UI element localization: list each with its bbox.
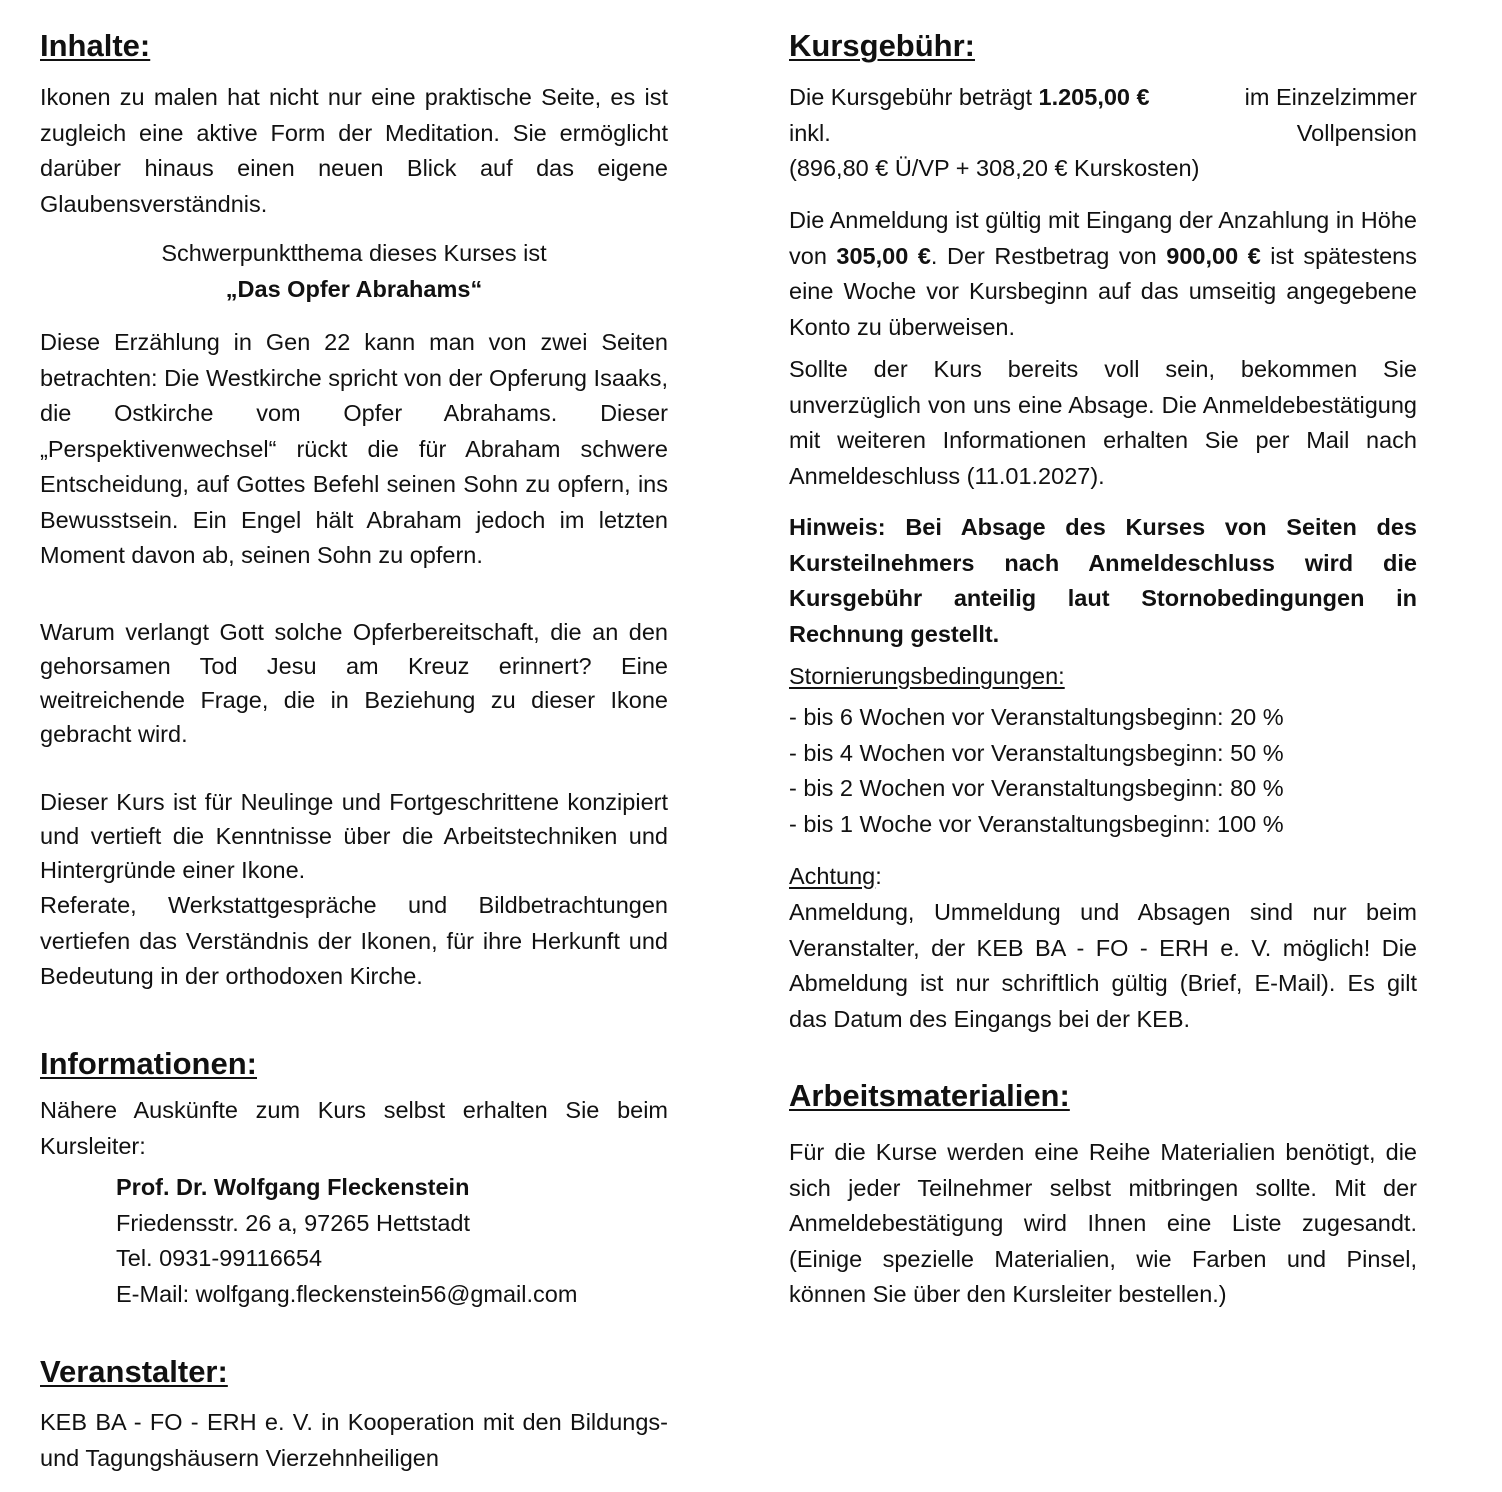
question-paragraph: Warum verlangt Gott solche Opferbereitschaft, die an den gehorsamen Tod Jesu am Kreuz erinnert? Eine weitreichende Frage, die in Beziehung zu dieser Ikone gebracht wird. [40, 619, 668, 747]
heading-informationen: Informationen: [40, 1046, 257, 1081]
storno-item: - bis 6 Wochen vor Veranstaltungsbeginn: 20 % [789, 704, 1284, 730]
materials-text: Für die Kurse werden eine Reihe Materialien benötigt, die sich jeder Teilnehmer selbst mitbringen sollte. Mit der Anmeldebestätigung wird Ihnen eine Liste zugesandt. (Einige spezielle Materialien, wie Farben und Pinsel, können Sie über den Kursleiter bestellen.) [789, 1139, 1417, 1307]
fee-pre-text: Die Kursgebühr beträgt [789, 84, 1039, 110]
storno-item: - bis 4 Wochen vor Veranstaltungsbeginn: 50 % [789, 739, 1284, 766]
achtung-word: Achtung [789, 863, 876, 889]
storno-list [789, 700, 1284, 842]
audience-paragraph: Dieser Kurs ist für Neulinge und Fortgeschrittene konzipiert und vertieft die Kenntnisse über die Arbeitstechniken und Hintergründe einer Ikone. [40, 789, 668, 883]
contact-address: Friedensstr. 26 a, 97265 Hettstadt [116, 1210, 471, 1236]
reg-post: ist spätestens eine Woche vor Kursbeginn auf das umseitig angegebene Konto zu überweisen. [789, 242, 1417, 340]
cancellation-hint: Hinweis: Bei Absage des Kurses von Seiten des Kursteilnehmers nach Anmeldeschluss wird die Kursgebühr anteilig laut Stornobedingungen in Rechnung gestellt. [789, 514, 1417, 647]
achtung-text: Anmeldung, Ummeldung und Absagen sind nur beim Veranstalter, der KEB BA - FO - ERH e. V. möglich! Die Abmeldung ist nur schriftlich gültig (Brief, E-Mail). Es gilt das Datum des Eingangs bei der KEB. [789, 899, 1417, 1032]
rest-amount: 900,00 € [1166, 242, 1261, 269]
achtung-colon: : [875, 863, 882, 889]
story-paragraph: Diese Erzählung in Gen 22 kann man von zwei Seiten betrachten: Die Westkirche spricht von der Opferung Isaaks, die Ostkirche vom Opfer Abrahams. Dieser „Perspektivenwechsel“ rückt die für Abraham schwere Entscheidung, auf Gottes Befehl seinen Sohn zu opfern, ins Bewusstsein. Ein Engel hält Abraham jedoch im letzten Moment davon ab, seinen Sohn zu opfern. [40, 329, 668, 568]
fee-inkl: inkl. [789, 119, 831, 146]
heading-veranstalter: Veranstalter: [40, 1354, 228, 1389]
fee-breakdown: (896,80 € Ü/VP + 308,20 € Kurskosten) [789, 155, 1200, 181]
fee-block [789, 80, 1417, 187]
storno-label: Stornierungsbedingungen: [789, 663, 1065, 689]
heading-inhalte: Inhalte: [40, 28, 151, 63]
fee-line-1 [789, 80, 1417, 116]
theme-title: „Das Opfer Abrahams“ [225, 276, 483, 302]
full-notice: Sollte der Kurs bereits voll sein, bekommen Sie unverzüglich von uns eine Absage. Die Anmeldebestätigung mit weiteren Informationen erhalten Sie per Mail nach Anmeldeschluss (11.01.2027). [789, 356, 1417, 489]
storno-item: - bis 1 Woche vor Veranstaltungsbeginn: 100 % [789, 810, 1284, 837]
fee-amount: 1.205,00 € [1038, 84, 1150, 110]
contact-email: E-Mail: wolfgang.fleckenstein56@gmail.com [116, 1281, 578, 1307]
contact-phone: Tel. 0931-99116654 [116, 1245, 323, 1271]
storno-item: - bis 2 Wochen vor Veranstaltungsbeginn: 80 % [789, 775, 1284, 801]
heading-kursgebuehr: Kursgebühr: [789, 28, 975, 63]
fee-pre [789, 80, 1150, 116]
deposit-amount: 305,00 € [836, 242, 931, 269]
contact-name: Prof. Dr. Wolfgang Fleckenstein [116, 1174, 470, 1200]
heading-arbeitsmaterialien: Arbeitsmaterialien: [789, 1078, 1070, 1113]
reg-mid: . Der Restbetrag von [930, 242, 1167, 269]
registration-paragraph [789, 203, 1417, 345]
veranstalter-text: KEB BA - FO - ERH e. V. in Kooperation mit den Bildungs- und Tagungshäusern Vierzehnheiligen [40, 1409, 668, 1471]
inhalte-intro: Ikonen zu malen hat nicht nur eine praktische Seite, es ist zugleich eine aktive Form der Meditation. Sie ermöglicht darüber hinaus einen neuen Blick auf das eigene Glaubensverständnis. [40, 84, 668, 217]
theme-line: Schwerpunktthema dieses Kurses ist [161, 240, 547, 266]
reg-pre: Die Anmeldung ist gültig mit Eingang der Anzahlung in Höhe von [789, 207, 1417, 269]
achtung-label [789, 859, 882, 895]
informationen-text: Nähere Auskünfte zum Kurs selbst erhalten Sie beim Kursleiter: [40, 1097, 668, 1159]
methods-paragraph: Referate, Werkstattgespräche und Bildbetrachtungen vertiefen das Verständnis der Ikonen, für ihre Herkunft und Bedeutung in der orthodoxen Kirche. [40, 892, 668, 989]
fee-post: im Einzelzimmer [1244, 84, 1417, 110]
fee-line-2 [789, 116, 1417, 152]
fee-board: Vollpension [1296, 119, 1417, 146]
